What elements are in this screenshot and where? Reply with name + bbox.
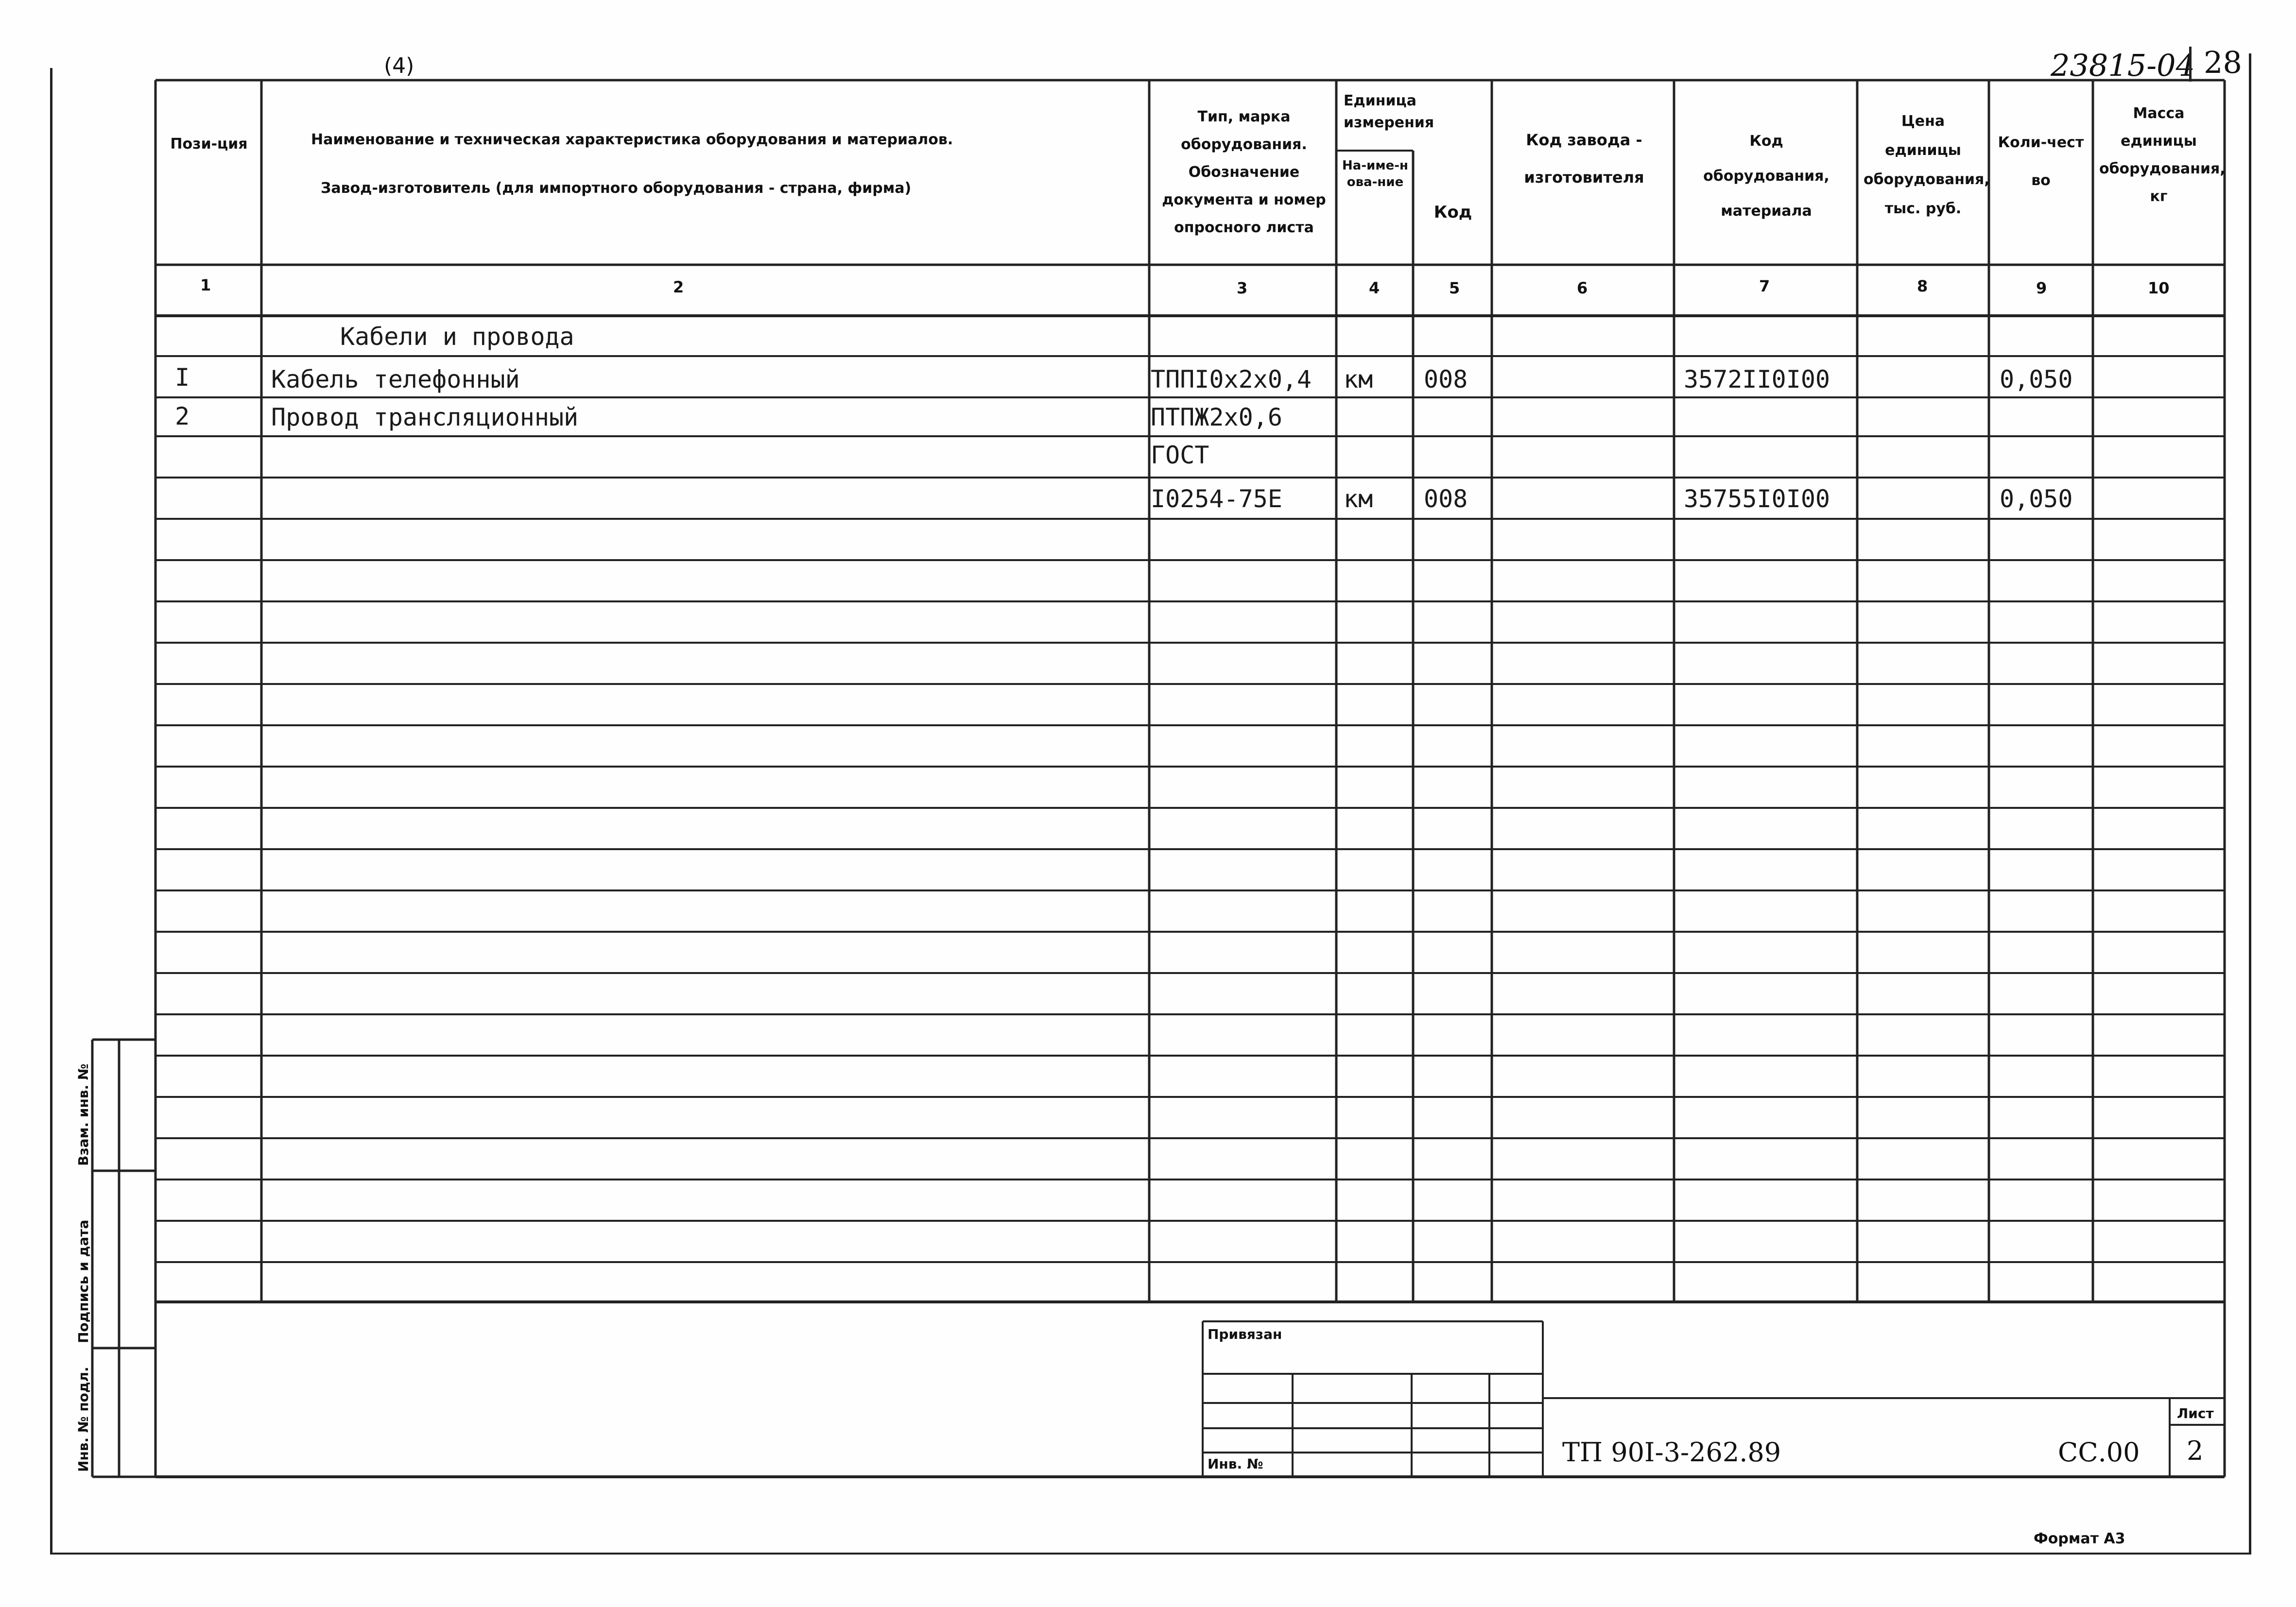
row-name: Провод трансляционный xyxy=(271,403,579,431)
header-col-name-line1: Наименование и техническая характеристика оборудования и материалов. xyxy=(311,131,953,148)
col-number: 9 xyxy=(2036,279,2047,297)
col-number: 1 xyxy=(200,276,211,294)
header-col-name-line2: Завод-изготовитель (для импортного оборудования - страна, фирма) xyxy=(321,180,912,197)
header-col-plant-code: Код завода - изготовителя xyxy=(1524,131,1644,187)
header-col-unit-name: На-име-нова-ние xyxy=(1342,158,1408,189)
row-type: ГОСТ xyxy=(1151,441,1209,469)
row-unit-code: 008 xyxy=(1424,365,1468,393)
doc-code-handwritten: 23815-04 xyxy=(2051,48,2195,83)
format-label: Формат А3 xyxy=(2034,1530,2125,1547)
title-privyazan: Привязан xyxy=(1208,1326,1282,1342)
page-number: 28 xyxy=(2204,45,2242,80)
col-number: 3 xyxy=(1237,279,1248,297)
header-col-quantity: Коли-чество xyxy=(1998,134,2084,189)
col-number: 4 xyxy=(1369,279,1380,297)
row-name: Кабели и провода xyxy=(340,323,574,351)
row-type: I0254-75Е xyxy=(1151,485,1282,513)
stamp-vzam-inv: Взам. инв. № xyxy=(75,1063,91,1166)
title-inv-no: Инв. № xyxy=(1208,1456,1263,1472)
row-type: ПТПЖ2х0,6 xyxy=(1151,403,1282,431)
header-col-type: Тип, марка оборудования. Обозначение документа и номер опросного листа xyxy=(1162,108,1326,236)
row-equipment-code: 35755I0I00 xyxy=(1684,485,1830,513)
col-number: 8 xyxy=(1917,277,1928,295)
header-col-mass: Масса единицы оборудования, кг xyxy=(2099,105,2226,205)
col-number: 6 xyxy=(1577,279,1588,297)
title-list-label: Лист xyxy=(2177,1405,2214,1421)
col-number: 10 xyxy=(2148,279,2170,297)
stamp-podpis-data: Подпись и дата xyxy=(75,1219,91,1343)
row-name: Кабель телефонный xyxy=(271,365,520,393)
header-col-position: Пози-ция xyxy=(170,136,248,153)
title-list-number: 2 xyxy=(2187,1436,2204,1466)
sheet-top-mark: (4) xyxy=(384,53,414,78)
row-unit-code: 008 xyxy=(1424,485,1468,513)
header-col-price: Цена единицы оборудования, тыс. руб. xyxy=(1864,113,1990,217)
row-type: ТППI0х2х0,4 xyxy=(1151,365,1312,393)
header-col-unit-code: Код xyxy=(1433,203,1472,222)
row-position: I xyxy=(175,363,190,392)
header-unit-group: Единица измерения xyxy=(1344,92,1434,131)
row-equipment-code: 3572II0I00 xyxy=(1684,365,1830,393)
row-unit: км xyxy=(1344,365,1373,393)
row-position: 2 xyxy=(175,402,190,430)
header-col-equipment-code: Код оборудования, материала xyxy=(1703,133,1830,220)
stamp-inv-podl: Инв. № подл. xyxy=(75,1367,91,1472)
title-mark: СС.00 xyxy=(2058,1437,2140,1468)
row-unit: км xyxy=(1344,485,1373,513)
col-number: 2 xyxy=(673,278,684,296)
row-quantity: 0,050 xyxy=(2000,365,2073,393)
title-doc-number: ТП 90I-3-262.89 xyxy=(1562,1437,1781,1468)
col-number: 5 xyxy=(1449,279,1460,297)
col-number: 7 xyxy=(1759,277,1770,295)
row-quantity: 0,050 xyxy=(2000,485,2073,513)
